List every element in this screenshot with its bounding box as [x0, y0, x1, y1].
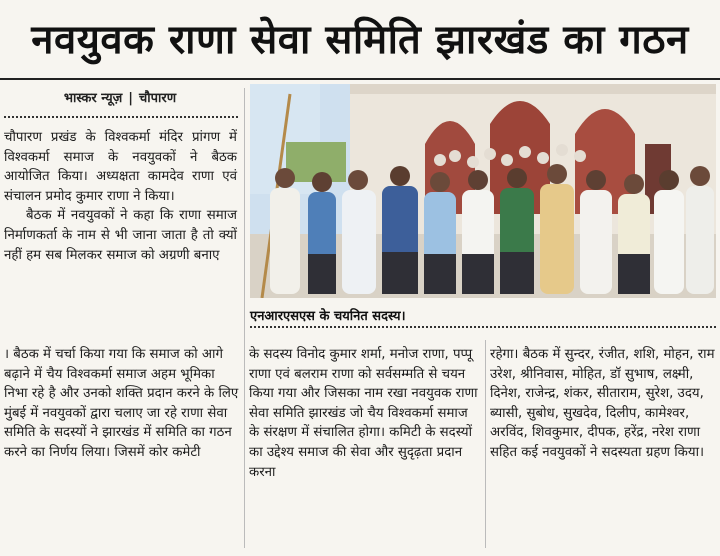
caption-rule [250, 326, 716, 328]
headline: नवयुवक राणा सेवा समिति झारखंड का गठन [0, 0, 720, 74]
headline-rule [0, 78, 720, 80]
article-paragraph-1: चौपारण प्रखंड के विश्वकर्मा मंदिर प्रांगण में विश्वकर्मा समाज के नवयुवकों ने बैठक आयोजित किया। अध्यक्षता कामदेव राणा एवं संचालन प्रमोद कुमार राणा ने किया। [4, 130, 237, 204]
photo-caption: एनआरएसएस के चयनित सदस्य। [250, 309, 406, 324]
article-paragraph-2: बैठक में नवयुवकों ने कहा कि राणा समाज निर्माणकर्ता के नाम से भी जाना जाता है तो क्यों नहीं हम सब मिलकर समाज को अग्रणी बनाए [4, 208, 237, 263]
article-intro [4, 128, 237, 265]
column-divider [485, 340, 486, 548]
article-column-1: । बैठक में चर्चा किया गया कि समाज को आगे बढ़ाने में चैय विश्वकर्मा समाज अहम भूमिका निभा रहे है और उनको शक्ति प्रदान करने के लिए मुंबई में नवयुवकों द्वारा चलाए जा रहे राणा सेवा समिति के सदस्यों ने झारखंड में समिति का गठन करने का निर्णय लिया। जिसमें कोर कमेटी [4, 347, 239, 460]
byline [0, 88, 240, 106]
byline-source: भास्कर न्यूज़ [63, 91, 123, 106]
byline-rule [4, 116, 238, 118]
byline-separator: | [128, 91, 134, 106]
byline-location: चौपारण [139, 91, 177, 106]
article-column-2: के सदस्य विनोद कुमार शर्मा, मनोज राणा, पप्पू राणा एवं बलराम राणा को सर्वसम्मति से चयन किया गया और जिसका नाम रखा नवयुवक राणा सेवा समिति झारखंड जो चैय विश्वकर्मा समाज के संरक्षण में संचालित होगा। कमिटी के सदस्यों का उद्देश्य समाज की सेवा और सुदृढ़ता प्रदान करना [249, 347, 478, 480]
group-photo [250, 84, 716, 298]
group-photo-image [250, 84, 716, 298]
column-divider [244, 88, 245, 548]
article-column-3: रहेगा। बैठक में सुन्दर, रंजीत, शशि, मोहन, राम उरेश, श्रीनिवास, मोहित, डॉ सुभाष, लक्ष्मी, दिनेश, राजेन्द्र, शंकर, सीताराम, सुरेश, उदय, ब्यासी, सुबोध, सुखदेव, दिलीप, कामेश्वर, अरविंद, शिवकुमार, दीपक, हरेंद्र, नरेश राणा सहित कई नवयुवकों ने सदस्यता ग्रहण किया। [490, 347, 715, 460]
